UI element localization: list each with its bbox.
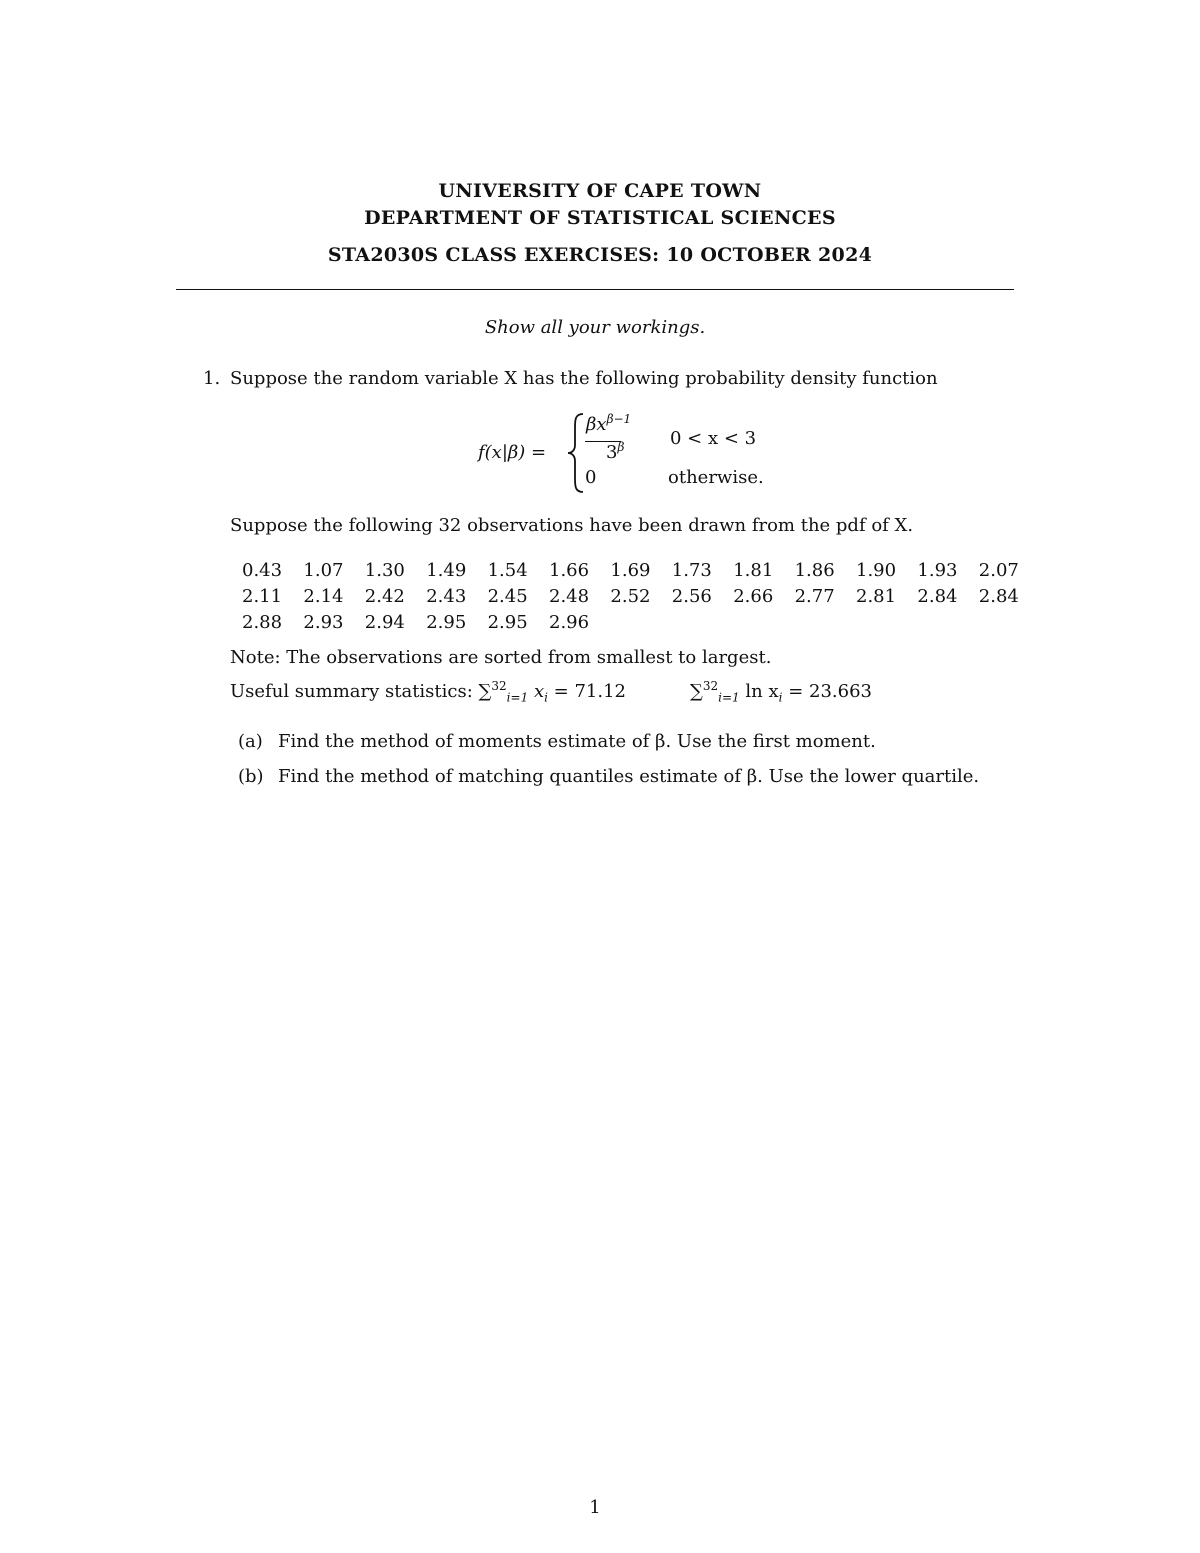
- observation-cell: 2.77: [794, 586, 835, 607]
- part-b-label: (b): [238, 766, 264, 787]
- instruction-text: Show all your workings.: [484, 317, 706, 338]
- observation-cell: 2.95: [426, 612, 467, 633]
- exercise-title: STA2030S CLASS EXERCISES: 10 OCTOBER 2024: [327, 244, 873, 266]
- observation-cell: 2.84: [917, 586, 958, 607]
- pdf-case1-numerator: $\beta x^{\beta-1}$: [586, 412, 632, 435]
- question-number: 1.: [203, 368, 221, 389]
- question-intro: Suppose the random variable X has the following probability density function: [230, 368, 938, 389]
- header-rule: [176, 289, 1014, 290]
- university-name: UNIVERSITY OF CAPE TOWN: [438, 180, 762, 202]
- observation-cell: 2.45: [487, 586, 528, 607]
- summary-statistics: [230, 679, 627, 705]
- observation-cell: 1.69: [610, 560, 651, 581]
- observation-cell: 2.93: [303, 612, 344, 633]
- pdf-equation: [476, 412, 796, 502]
- observation-cell: 2.42: [364, 586, 405, 607]
- observation-cell: 1.54: [487, 560, 528, 581]
- observation-cell: 2.11: [242, 586, 283, 607]
- observation-cell: 1.49: [426, 560, 467, 581]
- observation-cell: 2.81: [856, 586, 897, 607]
- sample-statement: Suppose the following 32 observations have been drawn from the pdf of X.: [230, 515, 914, 536]
- summary-stat-1: ∑$^{32}_{i=1}$ $x_i = 71.12$: [478, 679, 627, 705]
- observation-cell: 2.66: [733, 586, 774, 607]
- part-b-text: Find the method of matching quantiles estimate of β. Use the lower quartile.: [278, 766, 980, 787]
- left-brace-icon: [566, 412, 586, 494]
- observation-cell: 0.43: [242, 560, 283, 581]
- pdf-case2-value: 0: [585, 467, 597, 488]
- observation-cell: 2.52: [610, 586, 651, 607]
- department-name: DEPARTMENT OF STATISTICAL SCIENCES: [364, 207, 836, 229]
- observation-cell: 2.95: [487, 612, 528, 633]
- observation-cell: 2.96: [549, 612, 590, 633]
- observation-cell: 2.07: [978, 560, 1019, 581]
- observation-cell: 1.86: [794, 560, 835, 581]
- summary-label: Useful summary statistics:: [230, 681, 473, 702]
- observation-cell: 1.90: [856, 560, 897, 581]
- part-a-text: Find the method of moments estimate of β. Use the first moment.: [278, 731, 876, 752]
- observation-cell: 1.93: [917, 560, 958, 581]
- pdf-case1-denominator: $3^\beta$: [606, 440, 625, 463]
- observations-note: Note: The observations are sorted from smallest to largest.: [230, 647, 772, 668]
- part-a-label: (a): [238, 731, 263, 752]
- observation-cell: 1.07: [303, 560, 344, 581]
- summary-stat-2: ∑$^{32}_{i=1}$ $\ln x_i = 23.663$: [690, 679, 873, 705]
- page-number: 1: [589, 1497, 601, 1518]
- observation-cell: 2.14: [303, 586, 344, 607]
- pdf-case2-condition: otherwise.: [668, 467, 764, 488]
- observation-cell: 1.81: [733, 560, 774, 581]
- observation-cell: 2.84: [978, 586, 1019, 607]
- observation-cell: 2.56: [671, 586, 712, 607]
- observation-cell: 2.48: [549, 586, 590, 607]
- observation-cell: 1.66: [549, 560, 590, 581]
- observation-cell: 2.43: [426, 586, 467, 607]
- observation-cell: 1.30: [364, 560, 405, 581]
- pdf-case1-condition: 0 < x < 3: [670, 428, 757, 449]
- observation-cell: 1.73: [671, 560, 712, 581]
- pdf-lhs: f(x|β) =: [478, 442, 547, 463]
- observation-cell: 2.94: [364, 612, 405, 633]
- observation-cell: 2.88: [242, 612, 283, 633]
